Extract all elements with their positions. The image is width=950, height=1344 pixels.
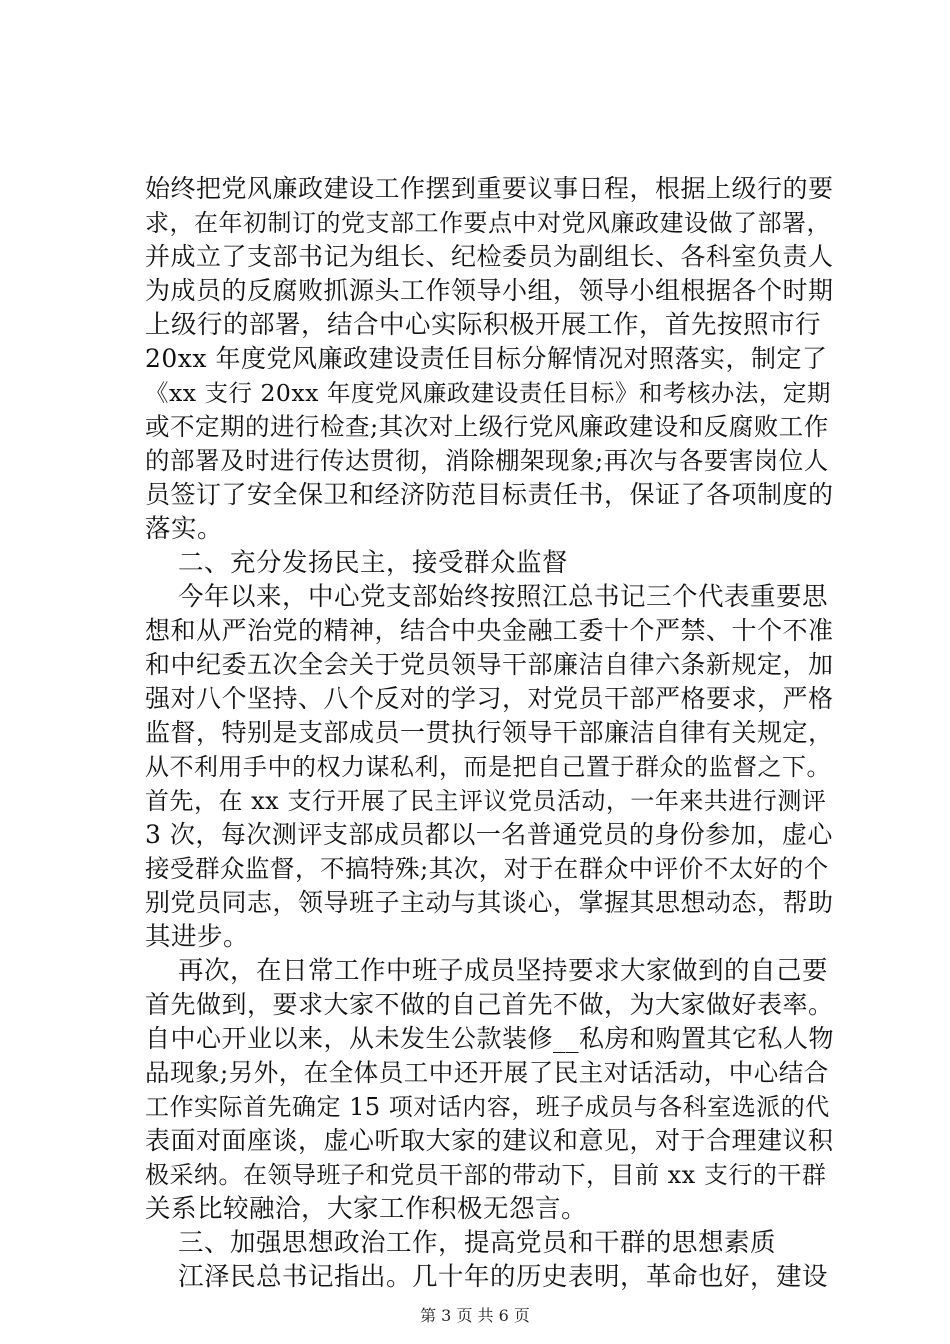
text-line: 始终把党风廉政建设工作摆到重要议事日程，根据上级行的要	[145, 174, 834, 203]
text-line: 求，在年初制订的党支部工作要点中对党风廉政建设做了部署，	[145, 209, 831, 237]
text-line: 和中纪委五次全会关于党员领导干部廉洁自律六条新规定，加	[145, 650, 834, 679]
text-line: 自中心开业以来，从未发生公款装修__私房和购置其它私人物	[145, 1024, 835, 1053]
text-line: 首先，在 xx 支行开展了民主评议党员活动，一年来共进行测评	[145, 787, 827, 815]
text-line: 监督，特别是支部成员一贯执行领导干部廉洁自律有关规定，	[145, 718, 834, 747]
text-line: 再次，在日常工作中班子成员坚持要求大家做到的自己要	[178, 956, 829, 986]
text-line: 首先做到，要求大家不做的自己首先不做，为大家做好表率。	[145, 990, 834, 1019]
text-line: 落实。	[145, 514, 224, 544]
text-line: 接受群众监督，不搞特殊;其次，对于在群众中评价不太好的个	[145, 854, 829, 883]
text-line: 从不利用手中的权力谋私利，而是把自己置于群众的监督之下。	[145, 753, 831, 781]
text-line: 今年以来，中心党支部始终按照江总书记三个代表重要思	[178, 582, 829, 612]
section-heading: 二、充分发扬民主，接受群众监督	[178, 548, 569, 578]
text-line: 关系比较融洽，大家工作积极无怨言。	[145, 1194, 588, 1224]
text-line: 并成立了支部书记为组长、纪检委员为副组长、各科室负责人	[145, 242, 834, 271]
text-line: 或不定期的进行检查;其次对上级行党风廉政建设和反腐败工作	[145, 412, 829, 441]
text-line: 3 次，每次测评支部成员都以一名普通党员的身份参加，虚心	[145, 820, 833, 849]
text-line: 其进步。	[145, 922, 250, 952]
text-line: 强对八个坚持、八个反对的学习，对党员干部严格要求，严格	[145, 684, 834, 713]
text-line: 工作实际首先确定 15 项对话内容，班子成员与各科室选派的代	[145, 1093, 830, 1121]
text-line: 极采纳。在领导班子和党员干部的带动下，目前 xx 支行的干群	[145, 1161, 827, 1189]
text-line: 江泽民总书记指出。几十年的历史表明，革命也好，建设	[178, 1262, 829, 1292]
section-heading: 三、加强思想政治工作，提高党员和干群的思想素质	[178, 1228, 777, 1258]
page-number-footer: 第 3 页 共 6 页	[420, 1306, 530, 1325]
text-line: 的部署及时进行传达贯彻，消除棚架现象;再次与各要害岗位人	[145, 446, 829, 475]
text-line: 表面对面座谈，虚心听取大家的建议和意见，对于合理建议积	[145, 1126, 834, 1155]
text-line: 上级行的部署，结合中心实际积极开展工作，首先按照市行	[145, 310, 822, 340]
text-line: 别党员同志，领导班子主动与其谈心，掌握其思想动态，帮助	[145, 888, 834, 917]
text-line: 为成员的反腐败抓源头工作领导小组，领导小组根据各个时期	[145, 276, 834, 305]
text-line: 20xx 年度党风廉政建设责任目标分解情况对照落实，制定了	[145, 344, 828, 373]
text-line: 员签订了安全保卫和经济防范目标责任书，保证了各项制度的	[145, 480, 834, 509]
text-line: 品现象;另外，在全体员工中还开展了民主对话活动，中心结合	[145, 1058, 829, 1087]
text-line: 《xx 支行 20xx 年度党风廉政建设责任目标》和考核办法，定期	[145, 379, 831, 407]
text-line: 想和从严治党的精神，结合中央金融工委十个严禁、十个不准	[145, 616, 834, 645]
